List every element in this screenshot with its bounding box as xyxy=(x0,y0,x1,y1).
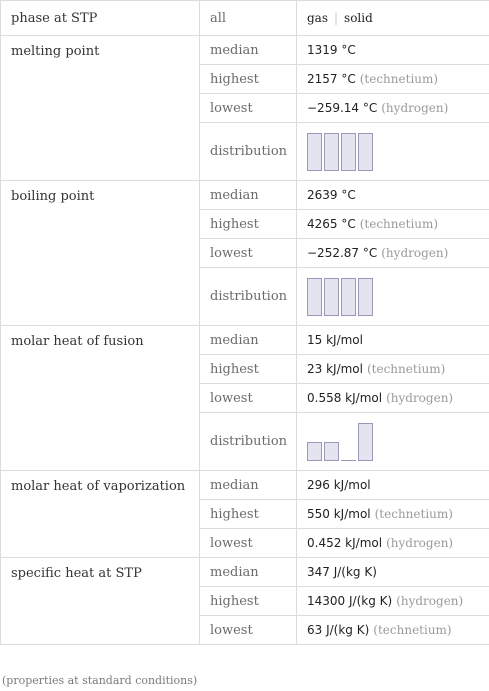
distribution-histogram xyxy=(307,423,479,461)
stat-value: −252.87 °C xyxy=(307,246,378,260)
property-name: specific heat at STP xyxy=(1,558,200,645)
stat-label: lowest xyxy=(200,529,297,558)
stat-note: (hydrogen) xyxy=(381,101,449,115)
histogram-bar xyxy=(341,133,356,171)
distribution-label: distribution xyxy=(200,413,297,471)
stat-note: (technetium) xyxy=(359,217,439,231)
distribution-chart-cell xyxy=(297,123,489,181)
stat-value-cell xyxy=(297,94,489,123)
property-row xyxy=(1,326,489,355)
stat-value-cell xyxy=(297,239,489,268)
property-row xyxy=(1,36,489,65)
stat-value: 1319 °C xyxy=(307,43,356,57)
stat-value: 550 kJ/mol xyxy=(307,507,371,521)
stat-value-cell xyxy=(297,326,489,355)
histogram-bar xyxy=(358,423,373,461)
histogram-bar xyxy=(307,278,322,316)
stat-note: (hydrogen) xyxy=(386,391,454,405)
stat-value-cell xyxy=(297,471,489,500)
histogram-bar xyxy=(358,133,373,171)
stat-note: (technetium) xyxy=(366,362,446,376)
stat-value-cell xyxy=(297,500,489,529)
stat-value-cell xyxy=(297,616,489,645)
stat-note: (technetium) xyxy=(374,507,453,521)
stat-value: 0.452 kJ/mol xyxy=(307,536,383,550)
stat-value-cell xyxy=(297,36,489,65)
phase-solid: solid xyxy=(344,11,373,25)
stat-value-cell xyxy=(297,558,489,587)
stat-label: highest xyxy=(200,210,297,239)
stat-note: (hydrogen) xyxy=(381,246,449,260)
stat-label: highest xyxy=(200,500,297,529)
property-row xyxy=(1,181,489,210)
stat-value: 0.558 kJ/mol xyxy=(307,391,383,405)
stat-value-cell xyxy=(297,65,489,94)
stat-value: 63 J/(kg K) xyxy=(307,623,370,637)
header-stat: all xyxy=(200,1,297,36)
distribution-histogram xyxy=(307,133,479,171)
property-row xyxy=(1,558,489,587)
histogram-bar xyxy=(341,460,356,461)
stat-label: median xyxy=(200,36,297,65)
stat-label: median xyxy=(200,471,297,500)
distribution-histogram xyxy=(307,278,479,316)
header-label: phase at STP xyxy=(1,1,200,36)
phase-gas: gas xyxy=(307,11,328,25)
stat-label: lowest xyxy=(200,239,297,268)
property-name: boiling point xyxy=(1,181,200,326)
stat-label: highest xyxy=(200,355,297,384)
footnote: (properties at standard conditions) xyxy=(2,674,198,687)
stat-note: (technetium) xyxy=(359,72,439,86)
distribution-chart-cell xyxy=(297,413,489,471)
stat-note: (hydrogen) xyxy=(386,536,454,550)
stat-value-cell xyxy=(297,384,489,413)
stat-label: highest xyxy=(200,587,297,616)
histogram-bar xyxy=(324,133,339,171)
property-name: molar heat of vaporization xyxy=(1,471,200,558)
stat-value-cell xyxy=(297,355,489,384)
stat-value: 15 kJ/mol xyxy=(307,333,363,347)
stat-value-cell xyxy=(297,587,489,616)
stat-value: 2639 °C xyxy=(307,188,356,202)
distribution-label: distribution xyxy=(200,123,297,181)
stat-label: lowest xyxy=(200,616,297,645)
stat-label: median xyxy=(200,326,297,355)
stat-label: median xyxy=(200,558,297,587)
histogram-bar xyxy=(358,278,373,316)
stat-label: lowest xyxy=(200,384,297,413)
stat-value: −259.14 °C xyxy=(307,101,378,115)
distribution-chart-cell xyxy=(297,268,489,326)
distribution-label: distribution xyxy=(200,268,297,326)
property-name: molar heat of fusion xyxy=(1,326,200,471)
stat-value: 347 J/(kg K) xyxy=(307,565,377,579)
stat-value: 4265 °C xyxy=(307,217,356,231)
stat-value: 14300 J/(kg K) xyxy=(307,594,393,608)
properties-table-body xyxy=(1,1,489,645)
stat-note: (technetium) xyxy=(373,623,452,637)
property-row xyxy=(1,471,489,500)
histogram-bar xyxy=(341,278,356,316)
stat-label: median xyxy=(200,181,297,210)
stat-label: lowest xyxy=(200,94,297,123)
histogram-bar xyxy=(324,278,339,316)
stat-note: (hydrogen) xyxy=(396,594,464,608)
header-phases xyxy=(297,1,489,36)
stat-value: 23 kJ/mol xyxy=(307,362,363,376)
histogram-bar xyxy=(324,442,339,461)
stat-value-cell xyxy=(297,529,489,558)
property-name: melting point xyxy=(1,36,200,181)
histogram-bar xyxy=(307,442,322,461)
stat-value-cell xyxy=(297,210,489,239)
phase-separator: | xyxy=(334,11,339,25)
stat-value-cell xyxy=(297,181,489,210)
stat-value: 296 kJ/mol xyxy=(307,478,371,492)
stat-value: 2157 °C xyxy=(307,72,356,86)
stat-label: highest xyxy=(200,65,297,94)
header-row xyxy=(1,1,489,36)
histogram-bar xyxy=(307,133,322,171)
